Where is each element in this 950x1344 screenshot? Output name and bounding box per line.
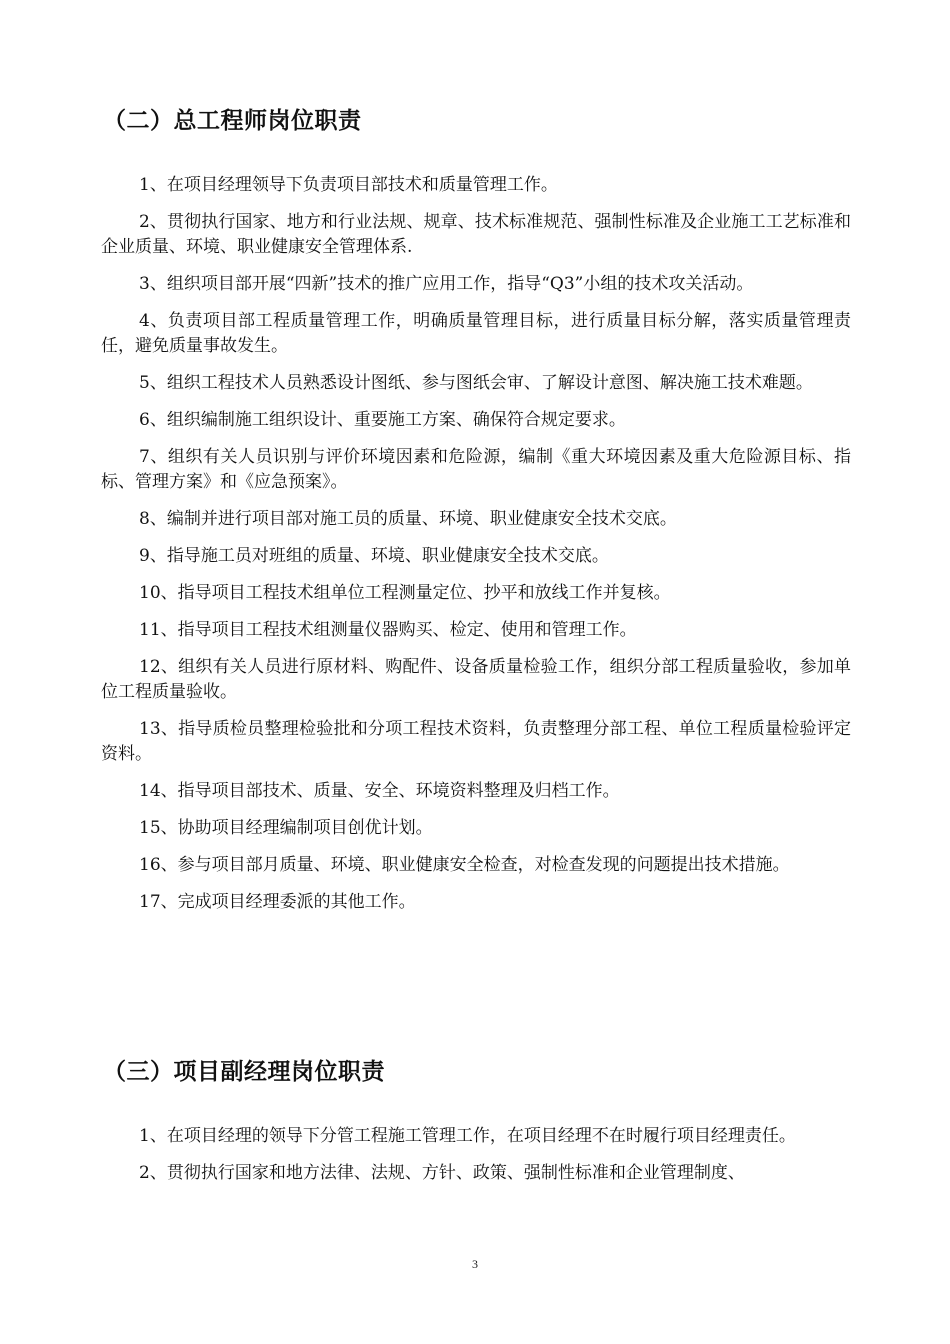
duty-item: 5、组织工程技术人员熟悉设计图纸、参与图纸会审、了解设计意图、解决施工技术难题。 xyxy=(139,373,813,393)
duty-item: 12、组织有关人员进行原材料、购配件、设备质量检验工作，组织分部工程质量验收，参加单位工程质量验收。 xyxy=(101,657,851,702)
duty-item: 1、在项目经理的领导下分管工程施工管理工作，在项目经理不在时履行项目经理责任。 xyxy=(139,1126,796,1146)
chief-engineer-duties-list xyxy=(101,173,851,927)
duty-item: 16、参与项目部月质量、环境、职业健康安全检查，对检查发现的问题提出技术措施。 xyxy=(139,855,790,875)
duty-item: 3、组织项目部开展“四新”技术的推广应用工作，指导“Q3”小组的技术攻关活动。 xyxy=(139,274,754,294)
duty-item: 8、编制并进行项目部对施工员的质量、环境、职业健康安全技术交底。 xyxy=(139,509,677,529)
duty-item: 2、贯彻执行国家和地方法律、法规、方针、政策、强制性标准和企业管理制度、 xyxy=(139,1163,745,1183)
duty-item: 6、组织编制施工组织设计、重要施工方案、确保符合规定要求。 xyxy=(139,410,626,430)
duty-item: 9、指导施工员对班组的质量、环境、职业健康安全技术交底。 xyxy=(139,546,609,566)
duty-item: 10、指导项目工程技术组单位工程测量定位、抄平和放线工作并复核。 xyxy=(139,583,671,603)
section-heading-chief-engineer: （二）总工程师岗位职责 xyxy=(103,108,362,134)
page-number: 3 xyxy=(472,1257,478,1271)
duty-item: 2、贯彻执行国家、地方和行业法规、规章、技术标准规范、强制性标准及企业施工工艺标准和企业质量、环境、职业健康安全管理体系. xyxy=(101,212,851,257)
duty-item: 1、在项目经理领导下负责项目部技术和质量管理工作。 xyxy=(139,175,558,195)
section-heading-deputy-manager: （三）项目副经理岗位职责 xyxy=(103,1059,385,1085)
duty-item: 15、协助项目经理编制项目创优计划。 xyxy=(139,818,433,838)
duty-item: 7、组织有关人员识别与评价环境因素和危险源，编制《重大环境因素及重大危险源目标、指标、管理方案》和《应急预案》。 xyxy=(101,447,851,492)
duty-item: 13、指导质检员整理检验批和分项工程技术资料，负责整理分部工程、单位工程质量检验评定资料。 xyxy=(101,719,851,764)
duty-item: 14、指导项目部技术、质量、安全、环境资料整理及归档工作。 xyxy=(139,781,620,801)
deputy-manager-duties-list xyxy=(101,1123,851,1197)
duty-item: 4、负责项目部工程质量管理工作，明确质量管理目标，进行质量目标分解，落实质量管理责任，避免质量事故发生。 xyxy=(101,311,851,356)
duty-item: 11、指导项目工程技术组测量仪器购买、检定、使用和管理工作。 xyxy=(139,620,637,640)
duty-item: 17、完成项目经理委派的其他工作。 xyxy=(139,892,416,912)
